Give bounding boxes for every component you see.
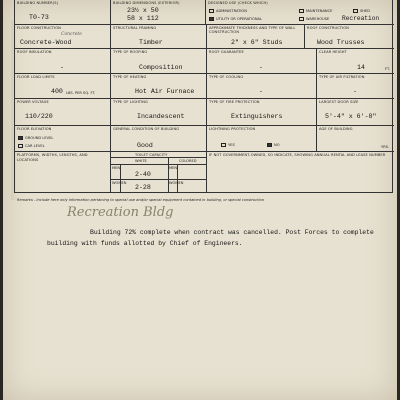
fire-protection-value: Extinguishers <box>231 113 283 120</box>
toilet-women-white-value: 2-28 <box>135 184 151 191</box>
lightning-yes-label: YES <box>228 143 235 147</box>
largest-door-value: 5'-4" x 6'-8" <box>325 113 377 120</box>
toilet-row-rule-2 <box>111 179 206 180</box>
structural-framing-cell <box>111 25 207 48</box>
remarks-text: Building 72% complete when contract was cancelled. Post Forces to complete building with funds allotted by Chief of Engineers. <box>47 229 374 247</box>
form-row-6 <box>15 126 394 152</box>
clear-height-unit: FT. <box>385 67 390 71</box>
lightning-no-checkbox[interactable] <box>267 143 272 147</box>
designed-use-cell <box>206 0 394 24</box>
roof-construction-label: ROOF CONSTRUCTION <box>307 26 349 30</box>
building-number-cell <box>15 0 111 24</box>
type-of-cooling-cell <box>207 74 317 98</box>
type-of-cooling-label: TYPE OF COOLING <box>209 75 244 79</box>
roof-construction-cell <box>305 25 394 48</box>
utility-checkbox[interactable] <box>209 17 214 21</box>
floor-construction-value: Concrete-Wood <box>20 39 72 46</box>
roof-insulation-cell <box>15 49 111 73</box>
toilet-men-colored-label: MEN <box>169 166 178 170</box>
floor-load-limits-unit: LBS. PER SQ. FT. <box>66 91 96 95</box>
toilet-men-white-value: 2-40 <box>135 171 151 178</box>
designed-use-label: DESIGNED USE (CHECK WHICH) <box>208 1 268 5</box>
floor-construction-label: FLOOR CONSTRUCTION <box>17 26 61 30</box>
toilet-women-label: WOMEN <box>112 181 127 185</box>
roof-insulation-value: - <box>60 64 64 71</box>
form-row-2 <box>15 25 394 49</box>
floor-construction-cell <box>15 25 111 48</box>
fire-protection-cell <box>207 99 317 125</box>
air-filtration-value: - <box>353 88 357 95</box>
platforms-cell <box>15 152 111 193</box>
shed-label: SHED <box>360 9 371 13</box>
type-of-lighting-value: Incandescent <box>137 113 185 120</box>
toilet-row-rule-1 <box>111 164 206 165</box>
general-condition-cell <box>111 126 207 151</box>
lightning-protection-cell <box>207 126 317 151</box>
building-dimensions-line2: 58 x 112 <box>127 15 159 22</box>
record-card <box>3 0 397 400</box>
toilet-colored-header: COLORED <box>179 159 197 163</box>
power-voltage-cell <box>15 99 111 125</box>
general-condition-label: GENERAL CONDITION OF BUILDING <box>113 127 180 131</box>
toilet-capacity-cell <box>111 152 207 193</box>
form-row-5 <box>15 99 394 126</box>
general-condition-value: Good <box>137 142 153 149</box>
age-of-building-cell <box>317 126 394 151</box>
handwritten-note: Recreation Bldg <box>67 205 174 220</box>
floor-construction-annotation: Concrete <box>61 32 82 37</box>
utility-label: UTILITY OR OPERATIONAL <box>216 17 262 21</box>
floor-load-limits-value: 400 <box>51 88 63 95</box>
fire-protection-label: TYPE OF FIRE PROTECTION <box>209 100 260 104</box>
wall-thickness-label: APPROXIMATE THICKNESS AND TYPE OF WALL CONSTRUCTION <box>209 26 296 34</box>
clear-height-label: CLEAR HEIGHT <box>319 50 347 54</box>
form-row-4 <box>15 74 394 99</box>
form-row-1 <box>15 0 394 25</box>
power-voltage-value: 110/220 <box>25 113 53 120</box>
government-owned-cell <box>207 152 394 193</box>
toilet-capacity-label: TOILET CAPACITY <box>135 153 168 157</box>
clear-height-cell <box>317 49 394 73</box>
designed-use-other-value: Recreation <box>342 15 380 22</box>
toilet-col-rule-2 <box>168 157 169 193</box>
type-of-roofing-cell <box>111 49 207 73</box>
building-number-label: BUILDING NUMBER(S) <box>17 1 59 5</box>
platforms-label: PLATFORMS, WIDTHS, LENGTHS, AND LOCATIONS <box>17 153 88 162</box>
building-data-form <box>14 0 393 193</box>
type-of-lighting-cell <box>111 99 207 125</box>
type-of-roofing-label: TYPE OF ROOFING <box>113 50 148 54</box>
clear-height-value: 14 <box>357 64 365 71</box>
floor-load-limits-label: FLOOR LOAD LIMITS <box>17 75 55 79</box>
building-dimensions-line1: 23½ x 50 <box>127 7 159 14</box>
floor-elevation-label: FLOOR ELEVATION <box>17 127 52 131</box>
building-dimensions-label: BUILDING DIMENSIONS (EXTERIOR) <box>113 1 180 5</box>
form-row-7 <box>15 152 394 193</box>
administration-label: ADMINISTRATION <box>216 9 247 13</box>
toilet-women-colored-label: WOMEN <box>169 181 184 185</box>
warehouse-checkbox[interactable] <box>299 17 304 21</box>
type-of-heating-label: TYPE OF HEATING <box>113 75 147 79</box>
remarks-label: Remarks - Include here only information pertaining to special use and/or special equipment contained in building, or special construction <box>17 198 265 202</box>
lightning-no-label: NO <box>274 143 280 147</box>
roof-insulation-label: ROOF INSULATION <box>17 50 52 54</box>
lightning-protection-label: LIGHTNING PROTECTION <box>209 127 256 131</box>
type-of-heating-value: Hot Air Furnace <box>135 88 195 95</box>
wall-thickness-value: 2" x 6" Studs <box>231 39 283 46</box>
government-owned-label: IF NOT GOVERNMENT-OWNED, SO INDICATE, SHOWING ANNUAL RENTAL AND LEASE NUMBER <box>209 153 386 157</box>
ground-level-checkbox[interactable] <box>18 136 23 140</box>
power-voltage-label: POWER VOLTAGE <box>17 100 49 104</box>
air-filtration-cell <box>317 74 394 98</box>
type-of-roofing-value: Composition <box>139 64 183 71</box>
building-number-value: T0-73 <box>29 14 49 21</box>
shed-checkbox[interactable] <box>353 9 358 13</box>
type-of-lighting-label: TYPE OF LIGHTING <box>113 100 148 104</box>
roof-guarantee-label: ROOF GUARANTEE <box>209 50 244 54</box>
maintenance-label: MAINTENANCE <box>306 9 333 13</box>
type-of-cooling-value: - <box>259 88 263 95</box>
car-level-label: CAR LEVEL <box>25 144 45 148</box>
largest-door-label: LARGEST DOOR SIZE <box>319 100 359 104</box>
car-level-checkbox[interactable] <box>18 144 23 148</box>
age-of-building-unit: YRS. <box>381 145 390 149</box>
roof-construction-value: Wood Trusses <box>317 39 365 46</box>
roof-guarantee-value: - <box>259 64 263 71</box>
roof-guarantee-cell <box>207 49 317 73</box>
ground-level-label: GROUND LEVEL <box>25 136 54 140</box>
air-filtration-label: TYPE OF AIR FILTRATION <box>319 75 365 79</box>
structural-framing-value: Timber <box>139 39 163 46</box>
age-of-building-label: AGE OF BUILDING <box>319 127 353 131</box>
form-row-3 <box>15 49 394 74</box>
maintenance-checkbox[interactable] <box>299 9 304 13</box>
floor-elevation-cell <box>15 126 111 151</box>
warehouse-label: WAREHOUSE <box>306 17 330 21</box>
toilet-header-rule <box>111 157 206 158</box>
structural-framing-label: STRUCTURAL FRAMING <box>113 26 157 30</box>
wall-thickness-cell <box>207 25 305 48</box>
administration-checkbox[interactable] <box>209 9 214 13</box>
floor-load-limits-cell <box>15 74 111 98</box>
toilet-white-header: WHITE <box>135 159 147 163</box>
toilet-men-label: MEN <box>112 166 121 170</box>
building-dimensions-cell <box>111 0 206 24</box>
lightning-yes-checkbox[interactable] <box>221 143 226 147</box>
largest-door-cell <box>317 99 394 125</box>
type-of-heating-cell <box>111 74 207 98</box>
